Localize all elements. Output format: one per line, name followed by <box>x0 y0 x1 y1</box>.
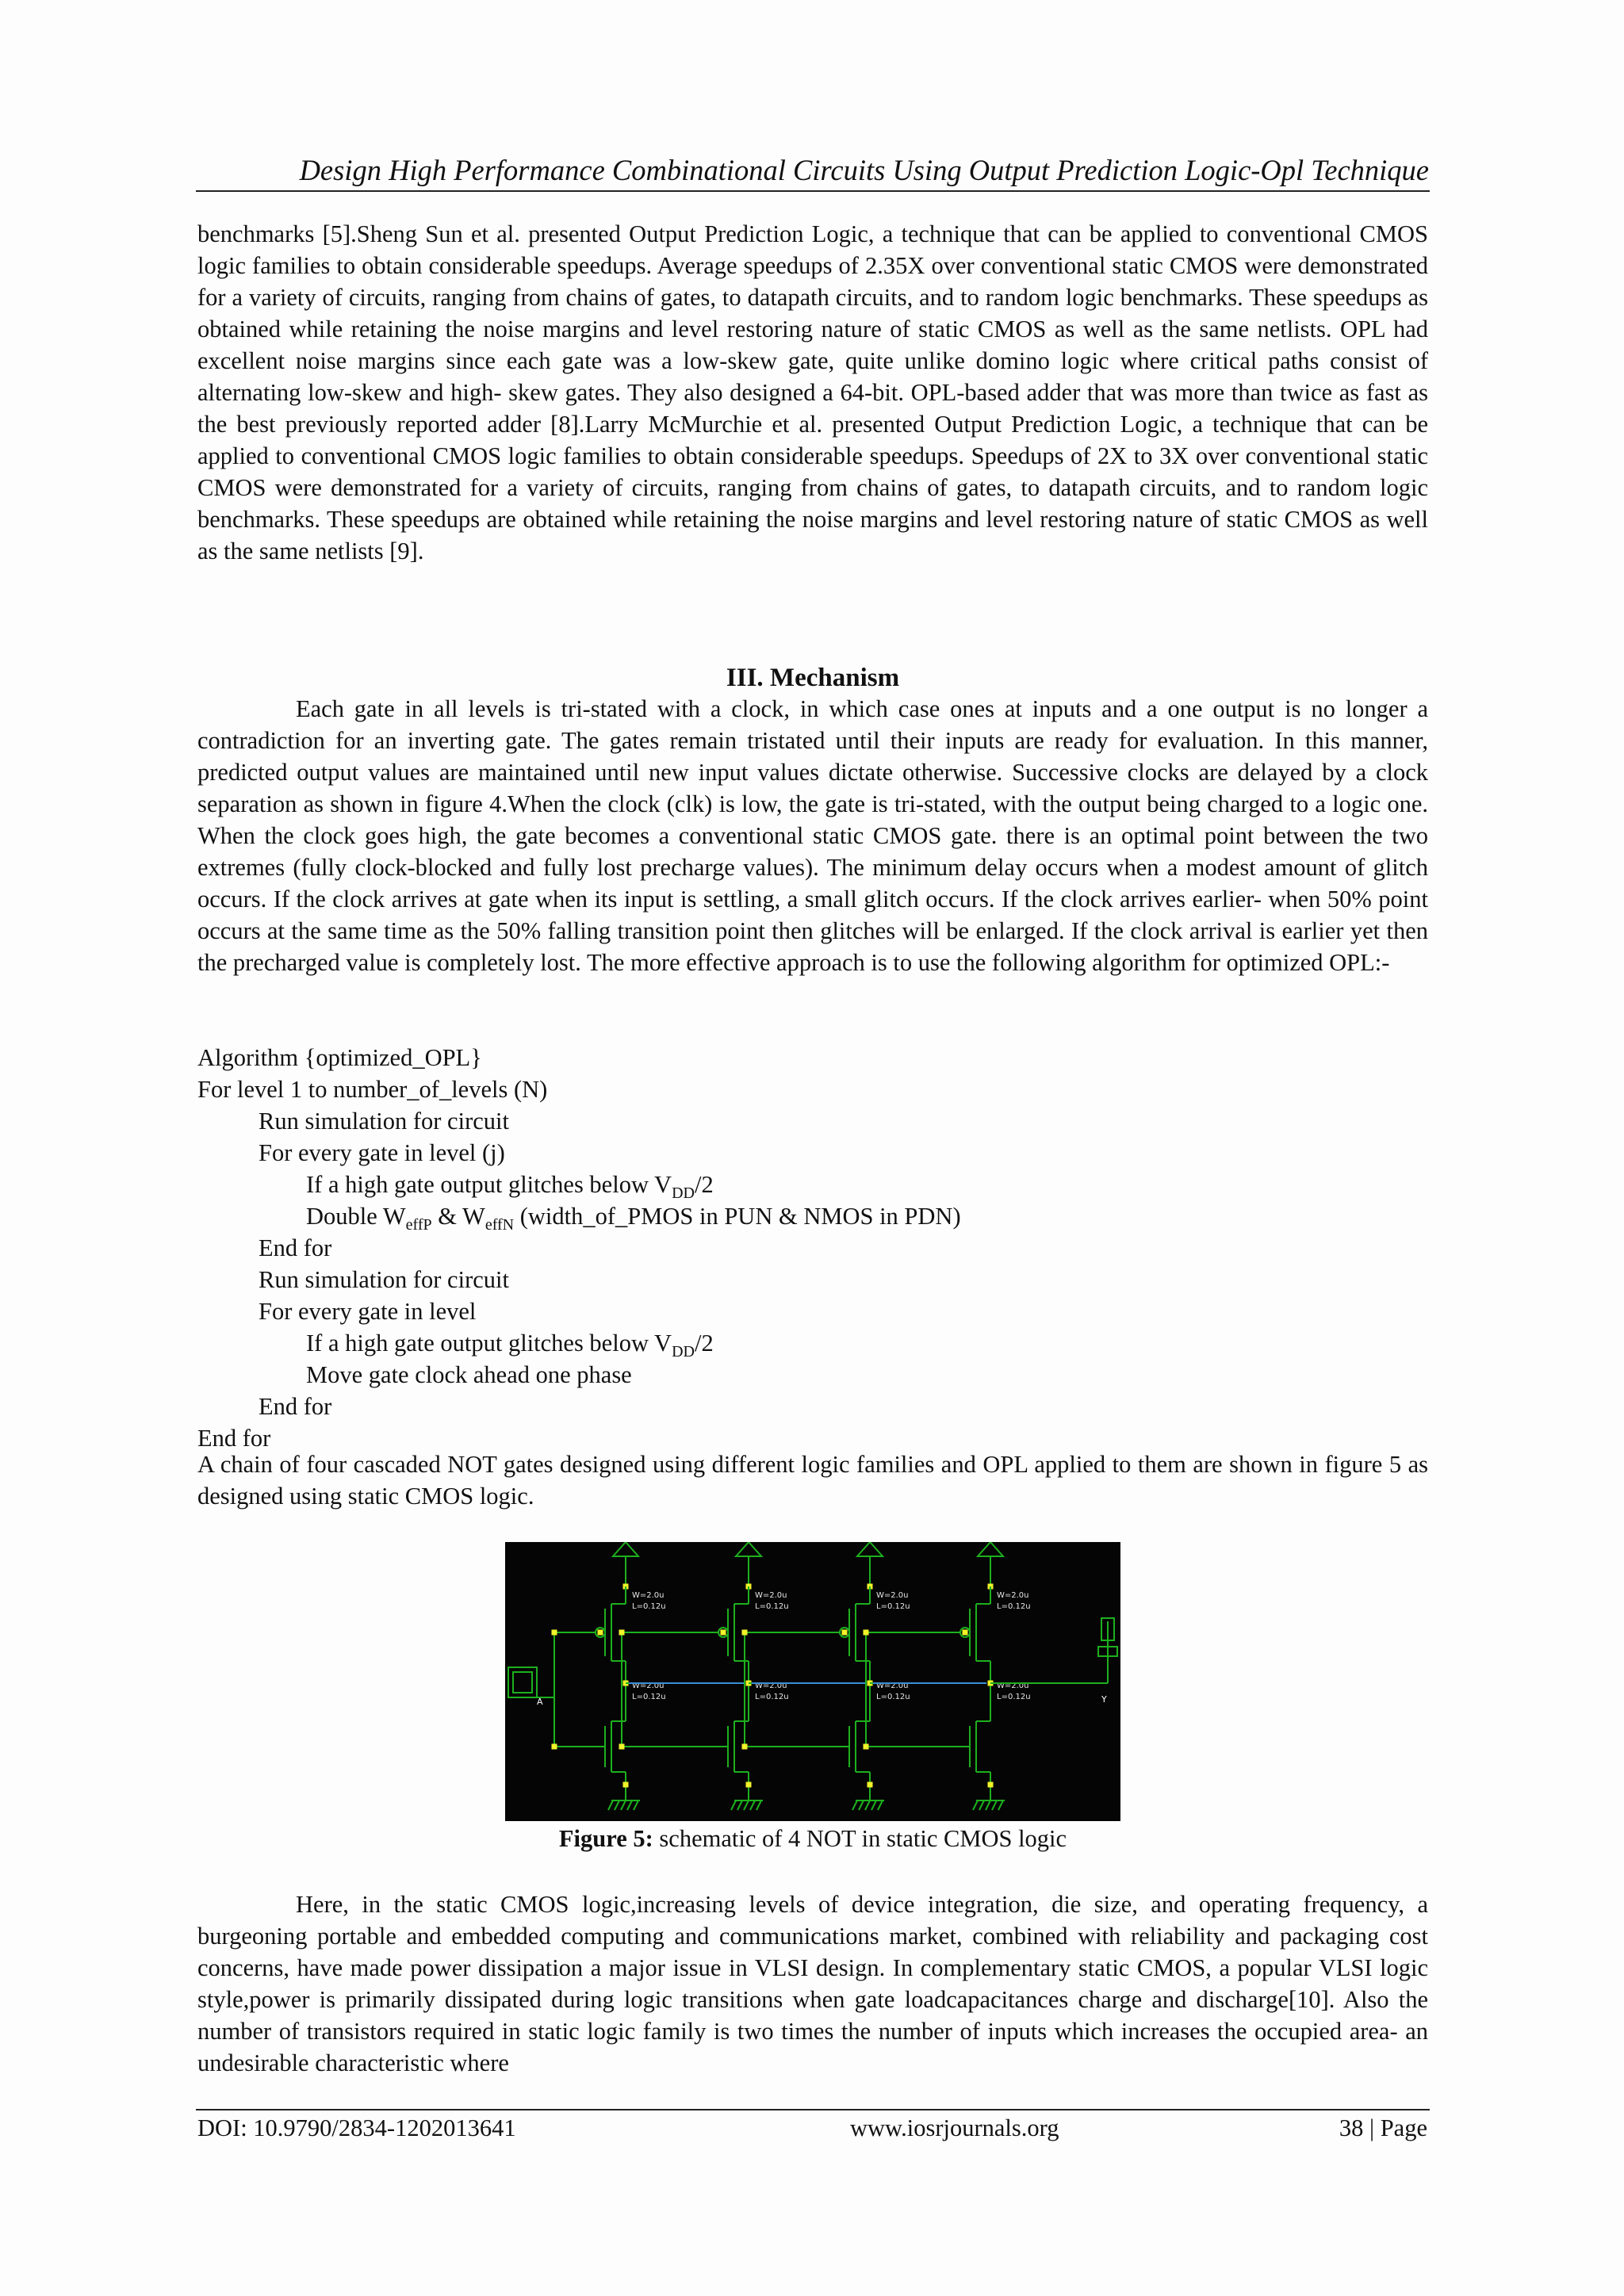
algorithm-line: End for <box>259 1234 332 1261</box>
algo-text: (width_of_PMOS in PUN & NMOS in PDN) <box>514 1203 961 1230</box>
gnd-hatch <box>859 1800 864 1810</box>
pmos-width-label: W=2.0u <box>755 1591 787 1600</box>
pmos-length-label: L=0.12u <box>876 1602 910 1611</box>
node-dot <box>598 1630 603 1636</box>
node-dot <box>988 1782 994 1788</box>
algorithm-line <box>197 1169 1428 1200</box>
paragraph-text: A chain of four cascaded NOT gates designed using different logic families and OPL applied to them are shown in figure 5 as designed using static CMOS logic. <box>197 1451 1428 1510</box>
gnd-hatch <box>737 1800 742 1810</box>
node-dot <box>623 1782 629 1788</box>
gnd-hatch <box>744 1800 749 1810</box>
gnd-hatch <box>756 1800 761 1810</box>
paragraph-text: Here, in the static CMOS logic,increasing levels of device integration, die size, and operating frequency, a burgeoning portable and embedded computing and communications market, combined with reliability and packaging cost concerns, have made power dissipation a major issue in VLSI design. In complementary static CMOS, a popular VLSI logic style,power is primarily dissipated during logic transitions when gate loadcapacitances charge and discharge[10]. Also the number of transistors required in static logic family is two times the number of inputs which increases the occupied area- an undesirable characteristic where <box>197 1891 1428 2076</box>
input-port-inner <box>513 1672 532 1693</box>
body-paragraph-4 <box>197 1888 1428 2079</box>
node-dot <box>963 1630 968 1636</box>
algorithm-line: Move gate clock ahead one phase <box>306 1361 632 1388</box>
vdd-symbol <box>978 1542 1003 1556</box>
gnd-hatch <box>634 1800 638 1810</box>
gnd-hatch <box>852 1800 857 1810</box>
node-dot <box>864 1630 869 1636</box>
algo-text: If a high gate output glitches below V <box>306 1171 672 1198</box>
gnd-hatch <box>615 1800 619 1810</box>
header-rule <box>196 190 1430 192</box>
running-header: Design High Performance Combinational Circuits Using Output Prediction Logic-Opl Technique <box>299 154 1429 186</box>
gnd-hatch <box>608 1800 613 1810</box>
node-dot <box>864 1744 869 1750</box>
gnd-hatch <box>750 1800 755 1810</box>
algorithm-line: End for <box>197 1425 271 1452</box>
gnd-hatch <box>986 1800 990 1810</box>
input-label: A <box>537 1697 543 1707</box>
gnd-hatch <box>627 1800 632 1810</box>
nmos-width-label: W=2.0u <box>876 1682 909 1690</box>
vdd-subscript: DD <box>672 1343 695 1360</box>
pmos-width-label: W=2.0u <box>632 1591 665 1600</box>
algorithm-line: For every gate in level <box>259 1298 477 1325</box>
algorithm-line: For level 1 to number_of_levels (N) <box>197 1076 548 1103</box>
effn-subscript: effN <box>485 1216 515 1234</box>
algorithm-block <box>197 1042 1428 1454</box>
gnd-hatch <box>621 1800 626 1810</box>
algo-text: & W <box>431 1203 485 1230</box>
node-dot <box>868 1782 873 1788</box>
algorithm-line: Run simulation for circuit <box>259 1266 509 1293</box>
gnd-hatch <box>731 1800 736 1810</box>
node-dot <box>619 1744 625 1750</box>
gnd-hatch <box>973 1800 978 1810</box>
algorithm-line: For every gate in level (j) <box>259 1139 505 1166</box>
vdd-symbol <box>857 1542 883 1556</box>
node-dot <box>746 1782 752 1788</box>
nmos-width-label: W=2.0u <box>755 1682 787 1690</box>
node-dot <box>552 1630 557 1636</box>
inverter-chain-schematic <box>505 1542 1120 1821</box>
gnd-hatch <box>992 1800 997 1810</box>
node-dot <box>842 1630 848 1636</box>
algorithm-line: Run simulation for circuit <box>259 1108 509 1135</box>
footer-page-number: 38 | Page <box>1339 2114 1427 2141</box>
pmos-length-label: L=0.12u <box>755 1602 789 1611</box>
algo-text: Double W <box>306 1203 406 1230</box>
vdd-subscript: DD <box>672 1184 695 1202</box>
pmos-length-label: L=0.12u <box>632 1602 666 1611</box>
nmos-length-label: L=0.12u <box>876 1693 910 1701</box>
figure-caption-label: Figure 5: <box>558 1825 653 1852</box>
algo-text: /2 <box>694 1330 714 1357</box>
footer-journal-url: www.iosrjournals.org <box>850 2114 1059 2141</box>
node-dot <box>742 1744 748 1750</box>
section-heading: III. Mechanism <box>726 664 900 692</box>
nmos-width-label: W=2.0u <box>632 1682 665 1690</box>
nmos-length-label: L=0.12u <box>997 1693 1031 1701</box>
gnd-hatch <box>871 1800 876 1810</box>
figure-5-schematic <box>505 1542 1120 1821</box>
pmos-width-label: W=2.0u <box>876 1591 909 1600</box>
footer-doi: DOI: 10.9790/2834-1202013641 <box>197 2114 516 2141</box>
body-paragraph-2 <box>197 693 1428 978</box>
node-dot <box>742 1630 748 1636</box>
gnd-hatch <box>865 1800 870 1810</box>
pmos-length-label: L=0.12u <box>997 1602 1031 1611</box>
nmos-width-label: W=2.0u <box>997 1682 1029 1690</box>
figure-caption <box>197 1823 1428 1854</box>
paragraph-text: Each gate in all levels is tri-stated with a clock, in which case ones at inputs and a one output is no longer a contradiction for an inverting gate. The gates remain tristated until their inputs are ready for evaluation. In this manner, predicted output values are maintained until new input values dictate otherwise. Successive clocks are delayed by a clock separation as shown in figure 4.When the clock (clk) is low, the gate is tri-stated, with the output being charged to a logic one. When the clock goes high, the gate becomes a conventional static CMOS gate. there is an optimal point between the two extremes (fully clock-blocked and fully lost precharge values). The minimum delay occurs when a modest amount of glitch occurs. If the clock arrives at gate when its input is settling, a small glitch occurs. If the clock arrives earlier- when 50% point occurs at the same time as the 50% falling transition point then glitches will be enlarged. If the clock arrival is earlier yet then the precharged value is completely lost. The more effective approach is to use the following algorithm for optimized OPL:- <box>197 695 1428 976</box>
algo-text: If a high gate output glitches below V <box>306 1330 672 1357</box>
body-paragraph-1 <box>197 218 1428 567</box>
algorithm-line <box>197 1327 1428 1359</box>
figure-caption-text: schematic of 4 NOT in static CMOS logic <box>653 1825 1067 1852</box>
effp-subscript: effP <box>405 1216 432 1234</box>
footer-rule <box>196 2109 1430 2110</box>
algorithm-title: Algorithm {optimized_OPL} <box>197 1044 482 1071</box>
vdd-symbol <box>613 1542 638 1556</box>
paragraph-text: benchmarks [5].Sheng Sun et al. presented Output Prediction Logic, a technique that can be applied to conventional CMOS logic families to obtain considerable speedups. Average speedups of 2.35X over conventional static CMOS were demonstrated for a variety of circuits, ranging from chains of gates, to datapath circuits, and to random logic benchmarks. These speedups as obtained while retaining the noise margins and level restoring nature of static CMOS as well as the same netlists. OPL had excellent noise margins since each gate was a low-skew gate, quite unlike domino logic where critical paths consist of alternating low-skew and high- skew gates. They also designed a 64-bit. OPL-based adder that was more than twice as fast as the best previously reported adder [8].Larry McMurchie et al. presented Output Prediction Logic, a technique that can be applied to conventional CMOS logic families to obtain considerable speedups. Speedups of 2X to 3X over conventional static CMOS were demonstrated for a variety of circuits, ranging from chains of gates, to datapath circuits, and to random logic benchmarks. These speedups are obtained while retaining the noise margins and level restoring nature of static CMOS as well as the same netlists [9]. <box>197 220 1428 564</box>
gnd-hatch <box>998 1800 1003 1810</box>
gnd-hatch <box>979 1800 984 1810</box>
gnd-hatch <box>878 1800 883 1810</box>
pmos-width-label: W=2.0u <box>997 1591 1029 1600</box>
node-dot <box>721 1630 726 1636</box>
body-paragraph-3 <box>197 1448 1428 1512</box>
algorithm-line: End for <box>259 1393 332 1420</box>
algorithm-line <box>197 1200 1428 1232</box>
node-dot <box>552 1744 557 1750</box>
algo-text: /2 <box>694 1171 714 1198</box>
nmos-length-label: L=0.12u <box>755 1693 789 1701</box>
vdd-symbol <box>736 1542 761 1556</box>
output-label: Y <box>1101 1694 1107 1705</box>
nmos-length-label: L=0.12u <box>632 1693 666 1701</box>
node-dot <box>619 1630 625 1636</box>
